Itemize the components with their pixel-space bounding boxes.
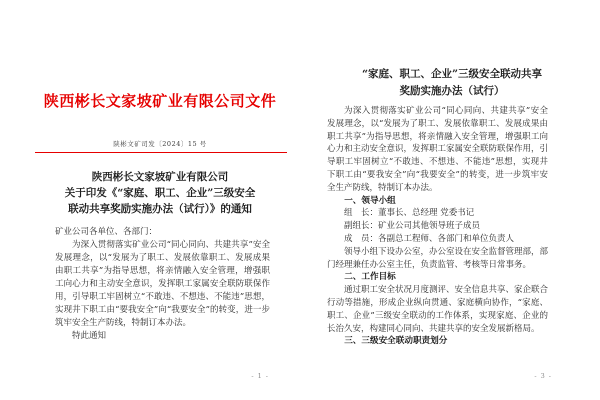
notice-title-line-1: 陕西彬长文家坡矿业有限公司	[91, 171, 229, 183]
notice-paragraph: 为深入贯彻落实矿业公司“同心同向、共建共享”安全发展理念，以“发展为了职工、发展依靠职工、发展成果由职工共享”为指导思想，将亲情融入安全管理，增强职工向心力和主动安全意识，发挥职工家属安全联防联保作用，引导职工牢固树立“不敢违、不想违、不能违”思想，实现井下职工由“要我安全”向“我要安全”的转变，进一步筑牢安全生产防线，特制订本办法。	[55, 240, 270, 328]
salutation: 矿业公司各单位、各部门：	[55, 227, 158, 237]
page-number-right: - 3 -	[534, 372, 552, 380]
notice-title-line-3: 联动共享奖励实施办法（试行）》的通知	[68, 203, 252, 215]
notice-title	[26, 169, 294, 217]
notice-body	[55, 226, 270, 343]
attachment-intro-paragraph: 为深入贯彻落实矿业公司“同心同向、共建共享”安全发展理念，以“发展为了职工、发展依靠职工、发展成果由职工共享”为指导思想，将亲情融入安全管理，增强职工向心力和主动安全意识，发挥职工家属安全联防联保作用，引导职工牢固树立“不敢违、不想违、不能违”思想，实现井下职工由“要我安全”向“我要安全”的转变，进一步筑牢安全生产防线，特制订本办法。	[327, 106, 549, 193]
attachment-title-line-1: “家庭、职工、企业”三级安全联动共享	[361, 68, 543, 80]
document-number: 陕彬文矿司发〔2024〕15 号	[113, 140, 207, 148]
section-heading-leading-group: 一、领导小组	[344, 195, 396, 206]
letterhead-divider-line	[35, 152, 287, 153]
goal-paragraph: 通过职工安全状况月度测评、安全信息共享、家企联合行动等措施，形成企业纵向贯通、家庭横向协作，“家庭、职工、企业”三级安全联动的工作体系，实现家庭、企业的长治久安，构建同心同向、共建共享的安全发展新格局。	[327, 285, 549, 334]
group-members-line: 成 员：各副总工程师、各部门和单位负责人	[344, 233, 515, 244]
page-right	[310, 10, 594, 392]
group-leader-line: 组 长：董事长、总经理 党委书记	[344, 208, 475, 219]
group-deputy-line: 副组长：矿业公司其他领导班子成员	[344, 221, 481, 232]
notice-closing: 特此通知	[72, 331, 107, 341]
attachment-title	[316, 66, 588, 100]
letterhead-title: 陕西彬长文家坡矿业有限公司文件	[43, 92, 277, 110]
attachment-title-line-2: 奖励实施办法（试行）	[399, 85, 505, 97]
section-heading-work-goal: 二、工作目标	[344, 272, 396, 283]
notice-title-line-2: 关于印发《“家庭、职工、企业”三级安全	[64, 187, 256, 199]
office-paragraph: 领导小组下设办公室，办公室设在安全监督管理部，部门经理兼任办公室主任，负责监管、考核等日常事务。	[327, 246, 549, 270]
page-number-left: - 1 -	[251, 372, 269, 380]
attachment-body	[327, 105, 548, 348]
section-heading-duty-division: 三、三级安全联动职责划分	[344, 336, 448, 347]
page-left	[18, 10, 302, 392]
